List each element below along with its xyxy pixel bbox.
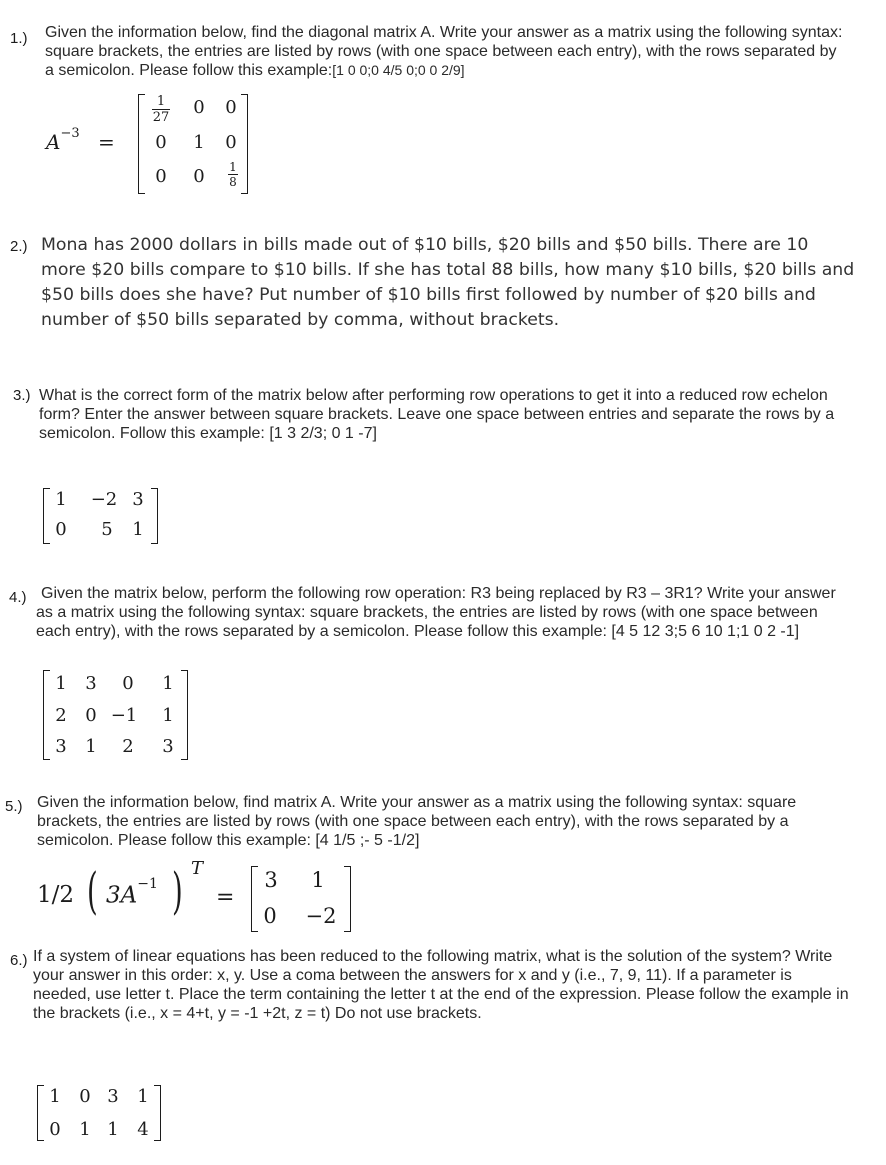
matrix-cell: 5 [101, 519, 113, 540]
question-number: 4.) [9, 589, 27, 606]
question-number: 3.) [13, 387, 31, 404]
question-number: 5.) [5, 798, 23, 815]
matrix-cell: 3 [132, 489, 144, 510]
right-bracket [344, 866, 351, 932]
right-paren: ) [172, 862, 183, 920]
matrix [37, 1085, 161, 1143]
matrix-cell: 3 [107, 1086, 119, 1107]
matrix-cell: 0 [155, 132, 167, 153]
matrix-cell: 0 [193, 166, 205, 187]
matrix-cell: 3 [85, 673, 97, 694]
question-text: Mona has 2000 dollars in bills made out of $10 bills, $20 bills and $50 bills. There are 10 more $20 bills compare to $10 bills. If she has total 88 bills, how many $10 bills, $20 bills and $50 bills does she have? Put number of $10 bills first followed by number of $20 bills and number of $50 bills separated by comma, without brackets. [41, 235, 855, 330]
matrix-cell: 3 [55, 736, 67, 757]
matrix-cell: 1 [79, 1119, 91, 1140]
matrix-cell: −2 [90, 489, 118, 510]
matrix-cell: 2 [122, 736, 134, 757]
matrix-cell: 1 [193, 132, 205, 153]
question-text: Given the information below, find matrix A. Write your answer as a matrix using the following syntax: square brackets, the entries are listed by rows (with one space between each entry), with the rows separated by a semicolon. Please follow this example: [4 1/5 ;- 5 -1/2] [37, 794, 797, 849]
matrix-cell: 3 [264, 868, 278, 892]
matrix-cell: 0 [49, 1119, 61, 1140]
matrix-cell: 1 [85, 736, 97, 757]
matrix-fraction: 1 27 [152, 94, 170, 125]
matrix-cell: 3 [162, 736, 174, 757]
matrix-cell: 0 [55, 519, 67, 540]
question-number: 1.) [10, 30, 28, 47]
matrix-cell: 1 [162, 705, 174, 726]
inverse-expression: $3A^{-1}$ [106, 876, 158, 909]
matrix-cell: 4 [137, 1119, 149, 1140]
matrix-cell: 1 [162, 673, 174, 694]
matrix [43, 488, 158, 546]
question-text: Given the information below, find the diagonal matrix A. Write your answer as a matrix using the following syntax: square brackets, the entries are listed by rows (with one space between each entry), with the rows separated by a semicolon. Please follow this example:[1 0 0;0 4/5 0;0 0 2/9] [45, 24, 843, 79]
matrix-cell: 0 [122, 673, 134, 694]
transpose-mark: T [191, 858, 204, 879]
equals-sign: = [216, 885, 235, 910]
matrix-cell: 0 [193, 97, 205, 118]
matrix-cell: 0 [85, 705, 97, 726]
matrix-label: $A^{-3}$ [46, 126, 80, 154]
matrix-cell: 0 [263, 904, 277, 928]
coefficient: 1/2 [37, 882, 75, 908]
matrix-cell: 1 [55, 673, 67, 694]
matrix-cell: 1 [311, 868, 325, 892]
question-text: If a system of linear equations has been reduced to the following matrix, what is the solution of the system? Write your answer in this order: x, y. Use a coma between the answers for x and y (i.e., 7, 9, 11). If a parameter is needed, use letter t. Place the term containing the letter t at the end of the expression. Please follow the example in the brackets (i.e., x = 4+t, y = -1 +2t, z = t) Do not use brackets. [33, 948, 849, 1022]
left-paren: ( [87, 862, 98, 920]
matrix-cell: 1 [107, 1119, 119, 1140]
matrix [43, 670, 188, 762]
matrix-fraction: 1 8 [229, 160, 237, 189]
equals-sign: = [98, 130, 115, 154]
matrix-cell: 1 [55, 489, 67, 510]
matrix-cell: 0 [225, 132, 237, 153]
matrix-cell: 1 [132, 519, 144, 540]
matrix-cell: 0 [79, 1086, 91, 1107]
matrix-cell: 0 [225, 97, 237, 118]
question-number: 6.) [10, 952, 28, 969]
matrix [138, 94, 254, 196]
matrix-cell: −1 [110, 705, 138, 726]
question-text: What is the correct form of the matrix below after performing row operations to get it into a reduced row echelon form? Enter the answer between square brackets. Leave one space between entries and separate the rows by a semicolon. Follow this example: [1 3 2/3; 0 1 -7] [39, 387, 835, 442]
matrix [251, 866, 351, 934]
matrix-cell: 1 [49, 1086, 61, 1107]
question-text: Given the matrix below, perform the following row operation: R3 being replaced by R3 – 3R1? Write your answer as a matrix using the following syntax: square brackets, the entries are listed by rows (with one space between each entry), with the rows separated by a semicolon. Please follow this example: [4 5 12 3;5 6 10 1;1 0 2 -1] [36, 585, 836, 640]
matrix-cell: 2 [55, 705, 67, 726]
matrix-cell: 0 [155, 166, 167, 187]
matrix-cell: 1 [137, 1086, 149, 1107]
question-number: 2.) [10, 238, 28, 255]
left-bracket [138, 94, 145, 194]
example-text: [1 0 0;0 4/5 0;0 0 2/9] [332, 62, 465, 78]
matrix-cell: −2 [305, 904, 337, 928]
